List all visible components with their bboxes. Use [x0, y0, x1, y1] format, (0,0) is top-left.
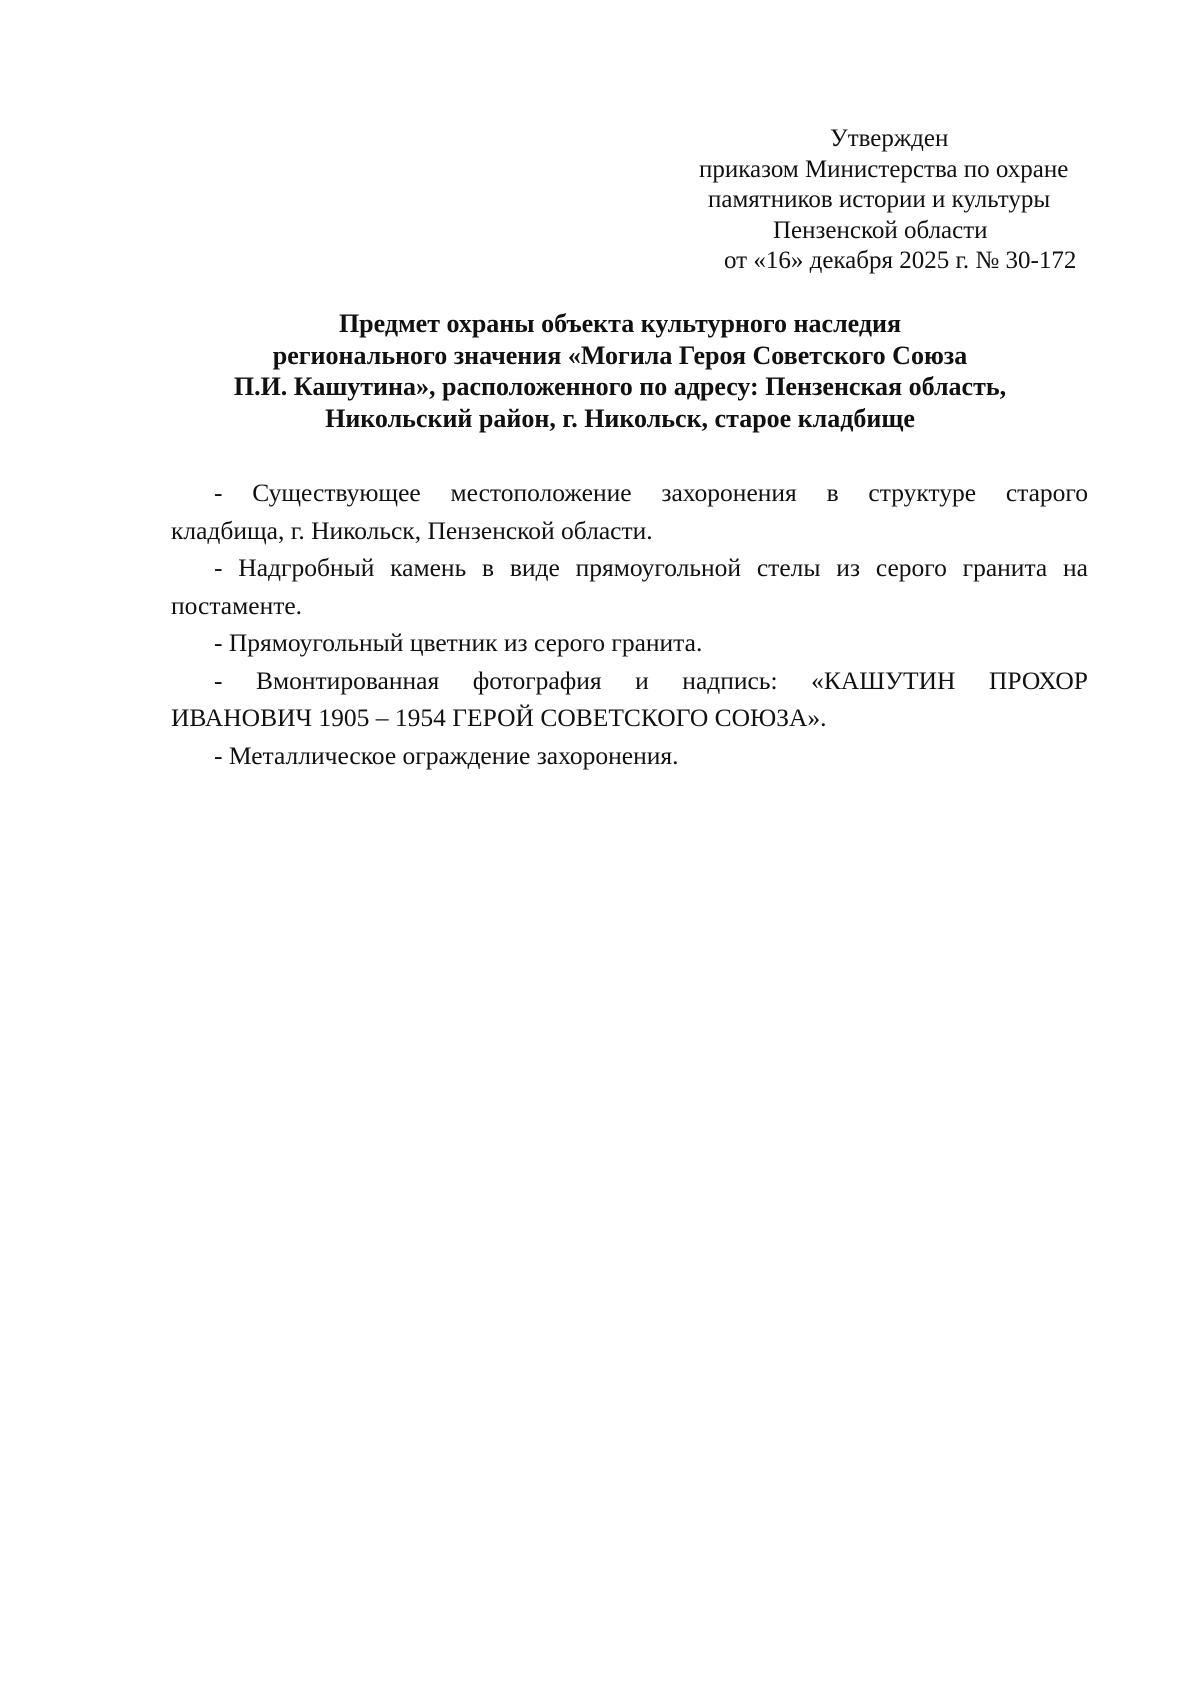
list-item-inscription [171, 662, 1088, 737]
list-item-line: ИВАНОВИЧ 1905 – 1954 ГЕРОЙ СОВЕТСКОГО СОЮЗА». [171, 703, 827, 732]
list-item-location [171, 474, 1088, 549]
approval-line-order: приказом Министерства по охране [699, 155, 1069, 183]
list-item-line: - Вмонтированная фотография и надпись: «КАШУТИН ПРОХОР [214, 665, 1088, 695]
title-line: Предмет охраны объекта культурного наследия [338, 309, 902, 338]
approval-line-region: Пензенской области [773, 216, 988, 244]
document-title [170, 308, 1070, 434]
approval-line-monuments: памятников истории и культуры [708, 186, 1051, 213]
protection-subject-list [171, 474, 1088, 774]
approval-stamp [650, 124, 1120, 277]
list-item-tombstone [171, 549, 1088, 624]
list-item-line: постаменте. [171, 590, 303, 620]
list-item-fence [171, 737, 1088, 775]
title-line: П.И. Кашутина», расположенного по адресу: Пензенская область, [233, 372, 1007, 401]
approval-line-date-number: от «16» декабря 2025 г. № 30-172 [724, 247, 1077, 274]
approval-line-approved: Утвержден [830, 125, 949, 152]
title-line: регионального значения «Могила Героя Советского Союза [272, 340, 968, 370]
list-item-flowerbed [171, 624, 1088, 662]
title-line: Никольский район, г. Никольск, старое кладбище [325, 403, 915, 433]
list-item-line: - Существующее местоположение захоронения в структуре старого [214, 478, 1088, 507]
list-item-line: кладбища, г. Никольск, Пензенской области. [171, 515, 653, 545]
list-item-line: - Прямоугольный цветник из серого гранита. [214, 628, 703, 657]
list-item-line: - Металлическое ограждение захоронения. [214, 740, 679, 770]
list-item-line: - Надгробный камень в виде прямоугольной стелы из серого гранита на [214, 553, 1088, 582]
